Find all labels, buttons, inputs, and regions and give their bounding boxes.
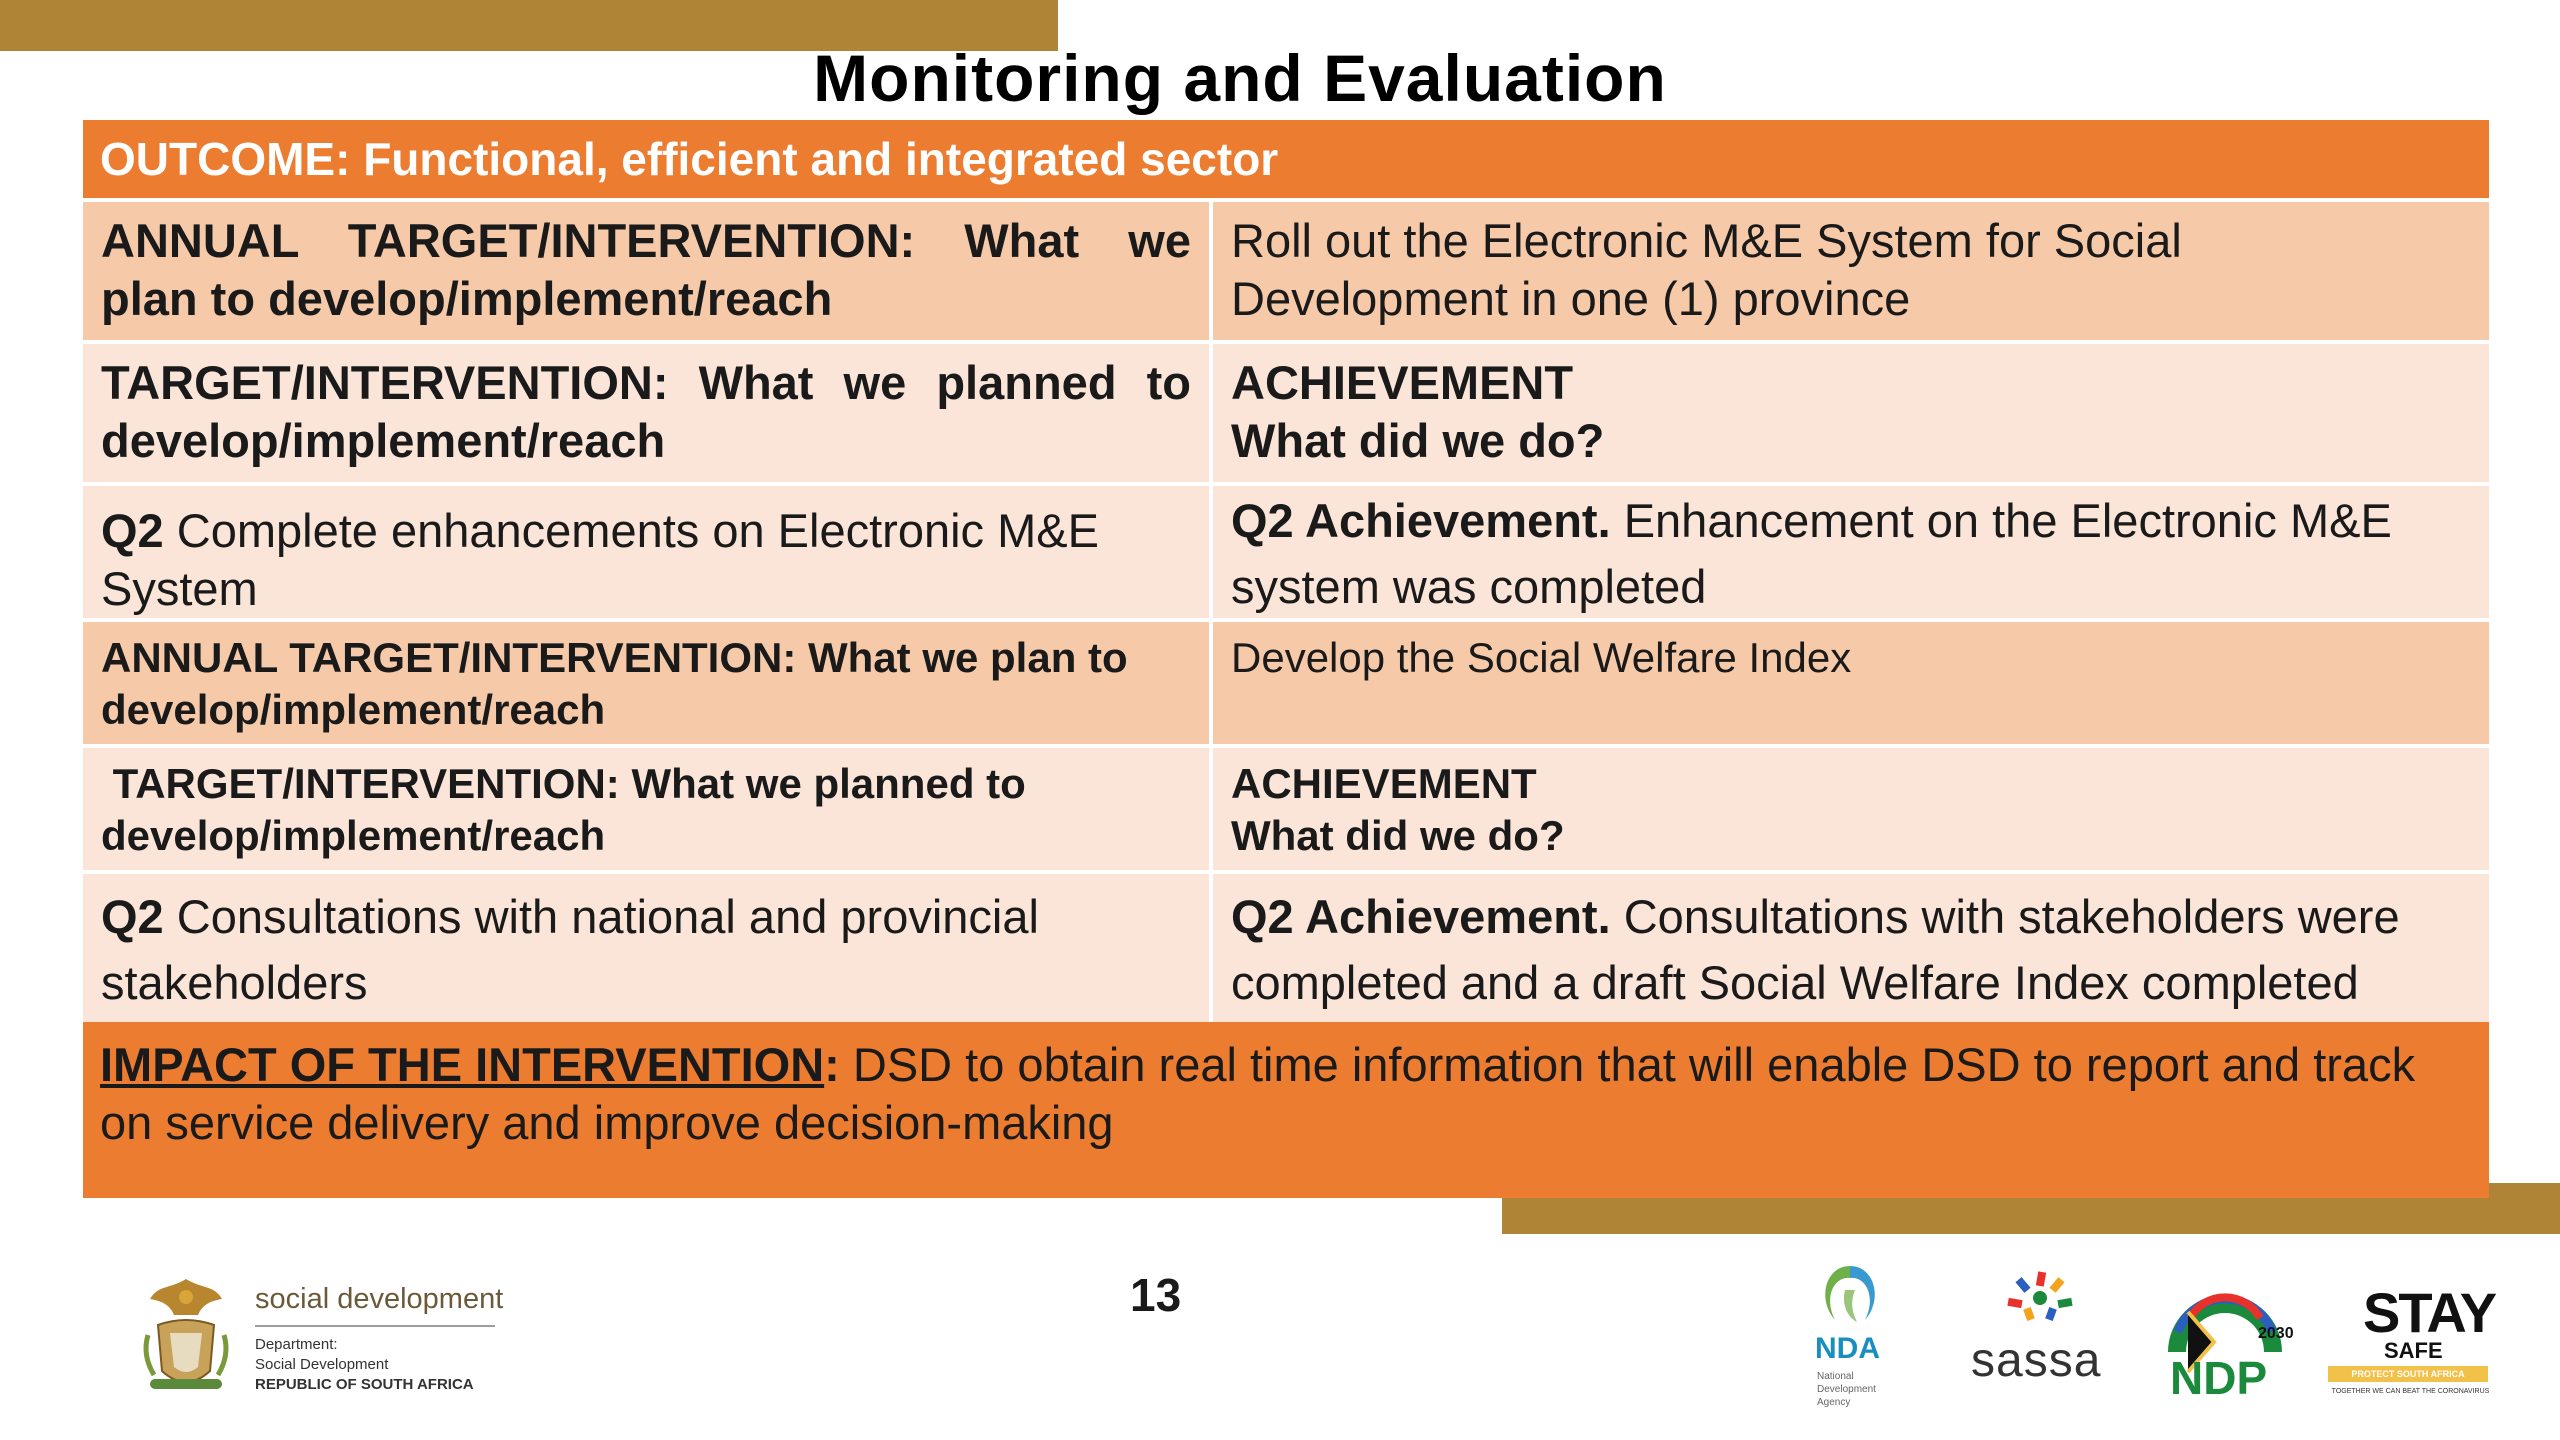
q2-achievement-prefix: Q2 Achievement. <box>1231 494 1611 547</box>
stay-tagline: TOGETHER WE CAN BEAT THE CORONAVIRUS <box>2331 1388 2490 1395</box>
stay-band-text: PROTECT SOUTH AFRICA <box>2328 1366 2488 1382</box>
q2-prefix-2: Q2 <box>101 890 164 943</box>
dept-sub-line: REPUBLIC OF SOUTH AFRICA <box>255 1376 474 1393</box>
achievement-heading <box>1213 344 2489 482</box>
sassa-logo <box>1965 1268 2115 1408</box>
coat-of-arms-icon <box>140 1275 232 1397</box>
nda-subtext: National Development Agency <box>1817 1371 1876 1408</box>
dept-social-development-logo <box>140 1275 520 1405</box>
target-label-2: TARGET/INTERVENTION: What we planned to develop/implement/reach <box>83 748 1209 870</box>
dept-subtitle <box>255 1335 474 1395</box>
page-number: 13 <box>1130 1269 1182 1321</box>
nda-swirl-icon <box>1805 1260 1895 1332</box>
annual-target-value: Roll out the Electronic M&E System for Social Development in one (1) province <box>1213 202 2489 340</box>
ndp-2030-logo <box>2160 1282 2294 1404</box>
dept-name: social development <box>255 1283 504 1315</box>
ndp-year: 2030 <box>2258 1325 2294 1342</box>
q2-target <box>83 486 1209 618</box>
ndp-flag-icon <box>2160 1282 2294 1404</box>
achievement-question: What did we do? <box>1231 414 1605 467</box>
q2-prefix: Q2 <box>101 504 164 557</box>
impact-label: IMPACT OF THE INTERVENTION <box>100 1038 825 1091</box>
page-title: Monitoring and Evaluation <box>813 41 1667 115</box>
table-row <box>83 622 2489 744</box>
nda-text: NDA <box>1815 1332 1880 1365</box>
dept-divider <box>255 1325 495 1327</box>
sassa-burst-icon <box>1995 1268 2085 1338</box>
dept-sub-line: Department: <box>255 1336 338 1353</box>
sassa-text: sassa <box>1971 1334 2102 1387</box>
q2-achievement-prefix-2: Q2 Achievement. <box>1231 890 1611 943</box>
q2-target-text-2: Consultations with national and provincial stakeholders <box>101 890 1039 1009</box>
stay-safe-logo <box>2328 1280 2498 1405</box>
outcome-header: OUTCOME: Functional, efficient and integrated sector <box>83 120 2489 198</box>
target-label: TARGET/INTERVENTION: What we planned to develop/implement/reach <box>83 344 1209 482</box>
table-row <box>83 344 2489 482</box>
q2-achievement-2 <box>1213 874 2489 1022</box>
achievement-question-2: What did we do? <box>1231 812 1565 859</box>
table-row <box>83 486 2489 618</box>
impact-text: DSD to obtain real time information that will enable DSD to report and track on service delivery and improve decision-making <box>100 1038 2416 1149</box>
q2-target-text: Complete enhancements on Electronic M&E System <box>101 504 1099 615</box>
safe-text: SAFE <box>2384 1338 2443 1363</box>
q2-achievement <box>1213 486 2489 618</box>
table-row <box>83 202 2489 340</box>
table-row <box>83 874 2489 1022</box>
stay-text: STAY <box>2363 1281 2496 1344</box>
annual-target-label-2: ANNUAL TARGET/INTERVENTION: What we plan to develop/implement/reach <box>83 622 1209 744</box>
ndp-text: NDP <box>2170 1352 2268 1404</box>
q2-target-2 <box>83 874 1209 1022</box>
q2-achievement-text-2: Consultations with stakeholders were completed and a draft Social Welfare Index completed <box>1231 890 2400 1009</box>
dept-sub-line: Social Development <box>255 1356 389 1373</box>
annual-target-value-2: Develop the Social Welfare Index <box>1213 622 2489 744</box>
table-row <box>83 748 2489 870</box>
achievement-heading-2 <box>1213 748 2489 870</box>
monitoring-table <box>83 120 2489 1198</box>
annual-target-label: ANNUAL TARGET/INTERVENTION: What we plan to develop/implement/reach <box>83 202 1209 340</box>
impact-colon: : <box>824 1038 840 1091</box>
nda-logo <box>1805 1260 1900 1410</box>
q2-achievement-text: Enhancement on the Electronic M&E system was completed <box>1231 494 2392 613</box>
impact-box <box>83 1022 2489 1198</box>
achievement-title-2: ACHIEVEMENT <box>1231 760 1537 807</box>
achievement-title: ACHIEVEMENT <box>1231 356 1574 409</box>
